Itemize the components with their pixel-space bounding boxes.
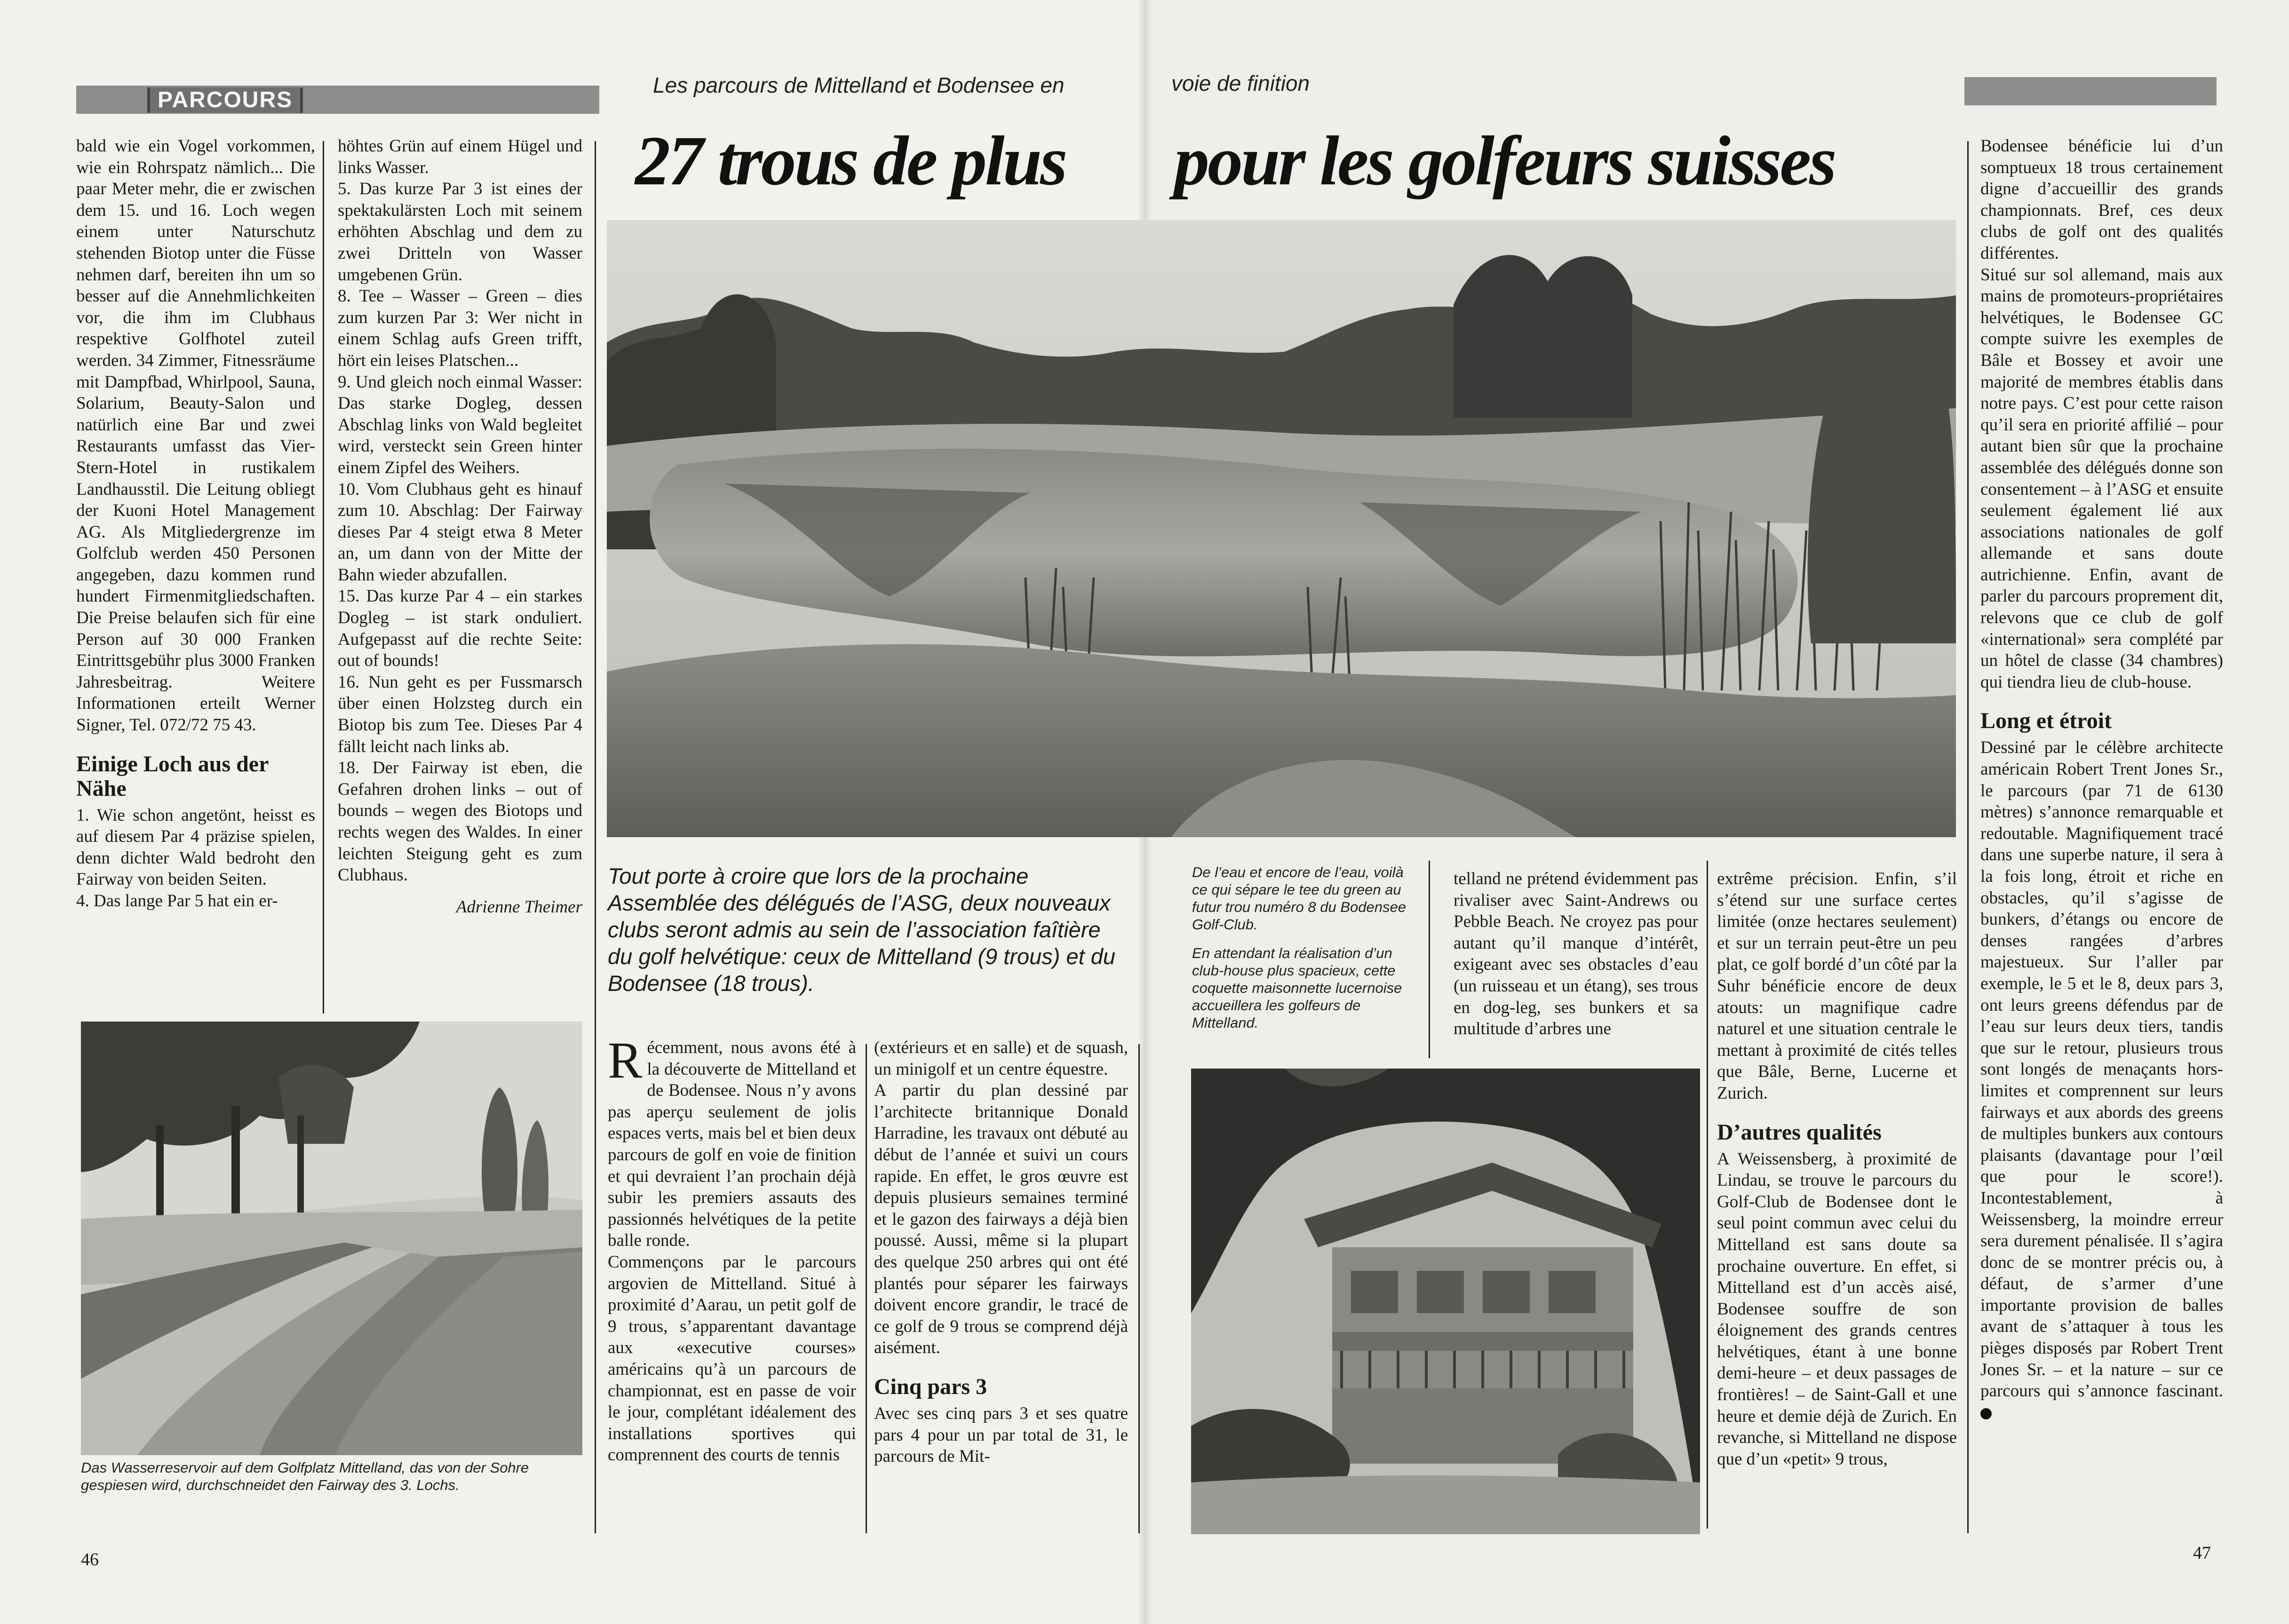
- german-col2-para2: 5. Das kurze Par 3 ist eines der spektakulärsten Loch mit seinem erhöhten Abschlag und dem zu zwei Dritteln von Wasser umgebenen Grün.: [338, 179, 582, 285]
- column-rule-4: [1707, 861, 1708, 1529]
- pond-caption: [1192, 863, 1418, 1031]
- pond-caption-text: De l’eau et encore de l’eau, voilà ce qui sépare le tee du green au futur trou numéro 8 du Bodensee Golf-Club.: [1192, 864, 1406, 933]
- kicker-right: voie de finition: [1171, 71, 1310, 95]
- german-col2-para3: 8. Tee – Wasser – Green – dies zum kurzen Par 3: Wer nicht in einem Schlag aufs Green trifft, hört ein leises Platschen...: [338, 286, 582, 370]
- pond-photo-image: [607, 220, 1956, 837]
- french-column-4: [1717, 868, 1957, 1470]
- column-rule-3: [1429, 861, 1430, 1058]
- german-col2-para7: 16. Nun geht es per Fussmarsch über einen Holzsteg durch ein Biotop bis zum Tee. Dieses Par 4 fällt leicht nach links ab.: [338, 672, 582, 756]
- german-col1-para3: 4. Das lange Par 5 hat ein er-: [76, 891, 278, 911]
- column-rule-5: [1967, 141, 1969, 1533]
- french-col3-para2: Commençons par le parcours argovien de Mittelland. Situé à proximité d’Aarau, un petit golf de 9 trous, s’apparentant davantage aux «executive courses» américains qu’à un parcours de championnat, est en passe de voir le jour, complétant idéalement des installations sportives qui comprennent des courts de tennis: [608, 1252, 856, 1465]
- french-col7-para3: [1980, 737, 2223, 1423]
- headline-right: pour les golfeurs suisses: [1174, 122, 1835, 200]
- german-heading: Einige Loch aus der Nähe: [76, 751, 269, 801]
- page-number-right: 47: [2193, 1543, 2211, 1563]
- german-col2-para1: höhtes Grün auf einem Hügel und links Wasser.: [338, 136, 582, 177]
- german-col1-para2: 1. Wie schon angetönt, heisst es auf diesem Par 4 präzise spielen, denn dichter Wald bedroht den Fairway von beiden Seiten.: [76, 805, 315, 889]
- column-rule-2: [595, 141, 596, 1533]
- author-signature: Adrienne Theimer: [456, 897, 582, 917]
- german-col2-para8: 18. Der Fairway ist eben, die Gefahren drohen links – out of bounds – wegen des Biotops und rechts wegen des Waldes. In einer leichten Steigung geht es zum Clubhaus.: [338, 758, 582, 885]
- french-col7-para2: Situé sur sol allemand, mais aux mains de promoteurs-propriétaires helvétiques, le Bodensee GC compte suivre les exemples de Bâle et Bossey et avoir une majorité de membres établis dans notre pays. C’est pour cette raison qu’il sera en priorité affilié – pour autant bien sûr que la prochaine assemblée des délégués donne son consentement – à l’ASG et ensuite seulement également lié aux associations nationales de golf allemande et sans doute autrichienne. Enfin, avant de parler du parcours proprement dit, relevons que ce club de golf «international» sera complété par un hôtel de classe (34 chambres) qui tiendra lieu de club-house.: [1980, 265, 2223, 692]
- pond-photo: [607, 220, 1956, 837]
- page-number-left: 46: [81, 1550, 99, 1569]
- french-col4-para3: Avec ses cinq pars 3 et ses quatre pars 4 pour un par total de 31, le parcours de Mit-: [874, 1403, 1128, 1466]
- french-column-3: [1454, 868, 1698, 1040]
- french-col4-para1: (extérieurs et en salle) et de squash, un minigolf et un centre équestre.: [874, 1038, 1128, 1079]
- reservoir-photo: [81, 1022, 582, 1455]
- french-col7-para3-text: Dessiné par le célèbre architecte américain Robert Trent Jones Sr., le parcours (par 71 de 6130 mètres) s’annonce remarquable et redoutable. Magnifiquement tracé dans une superbe nature, il sera à la fois long, étroit et riche en obstacles, qu’il s’agisse de bunkers, d’étangs ou encore de denses rangées d’arbres majestueux. Sur l’aller par exemple, le 5 et le 8, deux pars 3, ont leurs greens défendus par de l’eau sur leurs deux tiers, tandis que sur le retour, plusieurs trous sont longés de menaçants hors-limites et comprennent sur leurs fairways et aux abords des greens de multiples bunkers aux contours plaisants (davantage pour l’œil que pour le score!). Incontestablement, à Weissensberg, la moindre erreur sera durement pénalisée. Il s’agira donc de se montrer précis ou, à défaut, de s’armer d’une importante provision de balles avant de s’attaquer à tous les pièges disposés par Robert Trent Jones Sr. – et la nature – sur ce parcours qui s’annonce fascinant.: [1980, 738, 2223, 1401]
- french-column-2: [874, 1037, 1128, 1467]
- german-col2-para6: 15. Das kurze Par 4 – ein starkes Dogleg – ist stark onduliert. Aufgepasst auf die rechte Seite: out of bounds!: [338, 586, 582, 671]
- french-col4-para2: A partir du plan dessiné par l’architecte britannique Donald Harradine, les travaux ont débuté au début de l’année et suivi un cours rapide. En effet, le gros œuvre est depuis plusieurs semaines terminé et le gazon des fairways a déjà bien poussé. Aussi, même si la plupart des quelque 250 arbres qui ont été plantés pour séparer les fairways doivent encore grandir, le tracé de ce golf de 9 trous se comprend déjà aisément.: [874, 1081, 1128, 1358]
- german-col2-para5: 10. Vom Clubhaus geht es hinauf zum 10. Abschlag: Der Fairway dieses Par 4 steigt etwa 8 Meter an, um dann von der Mitte der Bahn wieder abzufallen.: [338, 479, 582, 585]
- french-col3-para1: [608, 1031, 856, 1252]
- heading-autres-qualites: D’autres qualités: [1717, 1119, 1882, 1145]
- french-col6-para2: A Weissensberg, à proximité de Lindau, se trouve le parcours du Golf-Club de Bodensee dont le seul point commun avec celui du Mittelland est sans doute sa prochaine ouverture. En effet, si Mittelland est d’un accès aisé, Bodensee souffre de son éloignement des grands centres helvétiques, étant à une bonne demi-heure – et deux passages de frontières! – de Saint-Gall et une heure et demie déjà de Zurich. En revanche, si Mittelland ne dispose que d’un «petit» 9 trous,: [1717, 1149, 1957, 1469]
- rubric-text: PARCOURS: [158, 87, 293, 112]
- reservoir-caption: Das Wasserreservoir auf dem Golfplatz Mittelland, das von der Sohre gespiesen wird, durchschneidet den Fairway des 3. Lochs.: [81, 1459, 529, 1493]
- german-col2-para4: 9. Und gleich noch einmal Wasser: Das starke Dogleg, dessen Abschlag links von Wald begleitet wird, versteckt sein Green hinter einem Zipfel des Weihers.: [338, 372, 582, 477]
- rubric-label: [147, 87, 303, 113]
- french-col5-para1: telland ne prétend évidemment pas rivaliser avec Saint-Andrews ou Pebble Beach. Ne croyez pas pour autant qu’il manque d’intérêt, exigeant avec ses obstacles d’eau (un ruisseau et un étang), ses trous en dog-leg, ses bunkers et sa multitude d’arbres une: [1454, 869, 1698, 1039]
- column-rule-6: [866, 1044, 867, 1533]
- drop-cap: R: [608, 1031, 643, 1089]
- column-rule-1: [323, 141, 324, 1014]
- end-mark-icon: [1980, 1408, 1992, 1419]
- french-column-5: [1980, 135, 2223, 1423]
- german-col1-para1: bald wie ein Vogel vorkommen, wie ein Rohrspatz nämlich... Die paar Meter mehr, die er zwischen dem 15. und 16. Loch wegen einem unter Naturschutz stehenden Biotop unter die Füsse nehmen darf, bereiten ihn um so besser auf die Annehmlichkeiten vor, die ihm im Clubhaus respektive Golfhotel zuteil werden. 34 Zimmer, Fitnessräume mit Dampfbad, Whirlpool, Sauna, Solarium, Beauty-Salon und natürlich eine Bar und zwei Restaurants umfasst das Vier-Stern-Hotel in rustikalem Landhausstil. Die Leitung obliegt der Kuoni Hotel Management AG. Als Mitgliedergrenze im Golfclub werden 450 Personen angegeben, dazu kommen rund hundert Firmenmitgliedschaften. Die Preise belaufen sich für eine Person auf 30 000 Franken Eintrittsgebühr plus 3000 Franken Jahresbeitrag. Weitere Informationen erteilt Werner Signer, Tel. 072/72 75 43.: [76, 136, 315, 735]
- house-caption-text: En attendant la réalisation d’un club-house plus spacieux, cette coquette maisonnette lucernoise accueillera les golfeurs de Mittelland.: [1192, 945, 1402, 1031]
- french-col3-para1-text: écemment, nous avons été à la découverte de Mittelland et de Bodensee. Nous n’y avons pas aperçu seulement de jolis espaces verts, mais bel et bien deux parcours de golf en voie de finition et qui devraient l’an prochain déjà subir les premiers assauts des passionnés helvétiques de la petite balle ronde.: [608, 1038, 856, 1251]
- headline-left: 27 trous de plus: [635, 122, 1066, 200]
- house-photo-image: [1191, 1069, 1700, 1534]
- german-column-2: [338, 135, 582, 918]
- lead-paragraph: Tout porte à croire que lors de la prochaine Assemblée des délégués de l’ASG, deux nouveaux clubs seront admis au sein de l’association faîtière du golf helvétique: ceux de Mittelland (9 trous) et du Bodensee (18 trous).: [608, 863, 1116, 996]
- heading-long-etroit: Long et étroit: [1980, 708, 2112, 734]
- kicker-left: Les parcours de Mittelland et Bodensee en: [653, 73, 1065, 97]
- heading-cinq-pars: Cinq pars 3: [874, 1374, 987, 1399]
- german-column-1: [76, 135, 315, 912]
- french-column-1: [608, 1031, 856, 1466]
- column-rule-7: [1138, 1044, 1140, 1533]
- french-col7-para1: Bodensee bénéficie lui d’un somptueux 18 trous certainement digne d’accueillir des grands championnats. Bref, ces deux clubs de golf ont des qualités différentes.: [1980, 136, 2223, 263]
- reservoir-photo-image: [81, 1022, 582, 1455]
- rubric-bar-right: [1964, 77, 2217, 105]
- house-photo: [1191, 1069, 1700, 1534]
- french-col6-para1: extrême précision. Enfin, s’il s’étend sur une surface certes limitée (onze hectares seulement) et sur un terrain peut-être un peu plat, ce golf bordé d’un côté par la Suhr bénéficie encore de deux atouts: un magnifique cadre naturel et une situation centrale le mettant à proximité de cités telles que Bâle, Berne, Lucerne et Zurich.: [1717, 869, 1957, 1103]
